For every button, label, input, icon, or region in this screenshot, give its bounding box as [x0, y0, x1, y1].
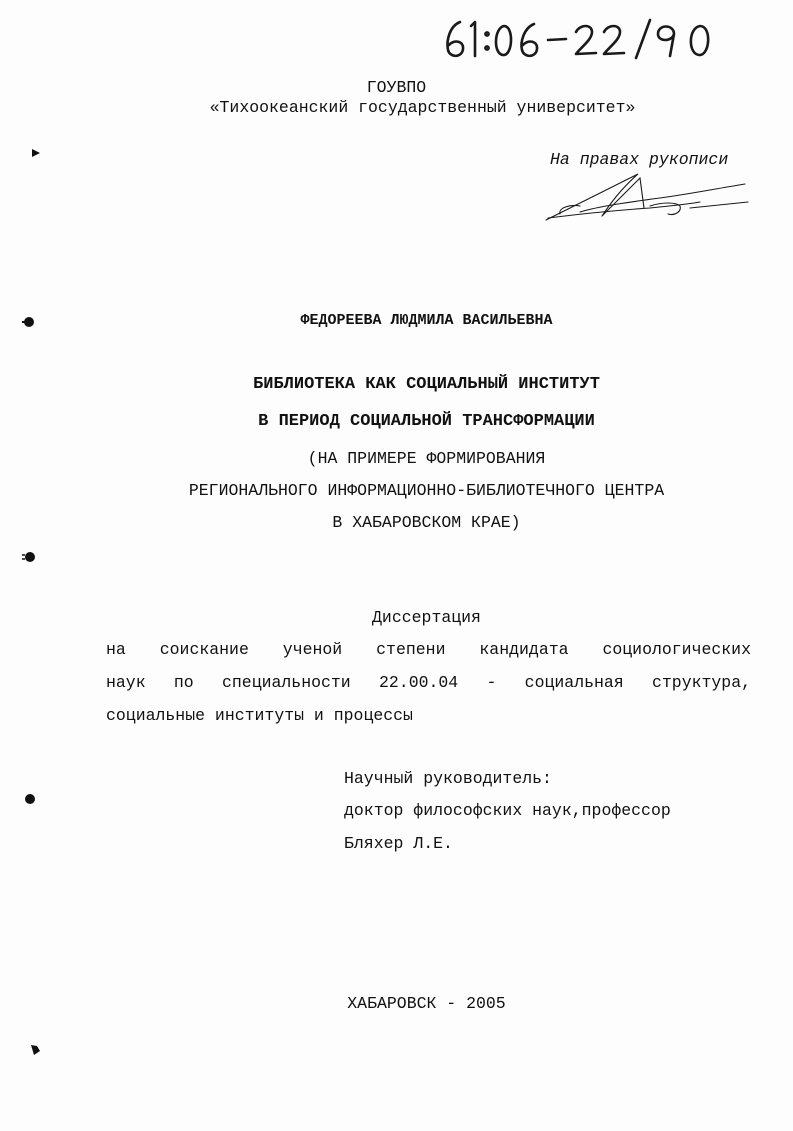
title-subtitle-3: В ХАБАРОВСКОМ КРАЕ)	[332, 513, 521, 532]
supervisor-label: Научный руководитель:	[344, 769, 552, 788]
dissertation-line-2: наук по специальности 22.00.04 - социальная структура,	[106, 673, 751, 692]
archive-number-handwriting	[438, 12, 738, 62]
archive-number	[438, 12, 738, 62]
signature	[540, 168, 755, 228]
binding-hole-mark	[30, 146, 44, 160]
dissertation-label: Диссертация	[372, 608, 481, 627]
title-subtitle-1: (НА ПРИМЕРЕ ФОРМИРОВАНИЯ	[307, 449, 546, 468]
title-subtitle-2: РЕГИОНАЛЬНОГО ИНФОРМАЦИОННО-БИБЛИОТЕЧНОГО ЦЕНТРА	[188, 481, 665, 500]
dissertation-line-3: социальные институты и процессы	[106, 706, 413, 725]
signature-scribble	[540, 168, 755, 228]
supervisor-degree: доктор философских наук,профессор	[344, 801, 671, 820]
binding-hole-mark	[22, 550, 36, 564]
binding-hole-mark	[22, 792, 36, 806]
title-line-2: В ПЕРИОД СОЦИАЛЬНОЙ ТРАНСФОРМАЦИИ	[258, 412, 595, 431]
manuscript-rights: На правах рукописи	[550, 150, 729, 169]
author-name: ФЕДОРЕЕВА ЛЮДМИЛА ВАСИЛЬЕВНА	[300, 312, 553, 329]
title-line-1: БИБЛИОТЕКА КАК СОЦИАЛЬНЫЙ ИНСТИТУТ	[253, 375, 600, 394]
supervisor-name: Бляхер Л.Е.	[344, 834, 453, 853]
place-and-year: ХАБАРОВСК - 2005	[347, 994, 506, 1013]
org-abbreviation: ГОУВПО	[366, 78, 427, 97]
binding-hole-mark	[22, 315, 36, 329]
binding-hole-mark	[28, 1043, 42, 1057]
dissertation-line-1: на соискание ученой степени кандидата социологических	[106, 640, 751, 659]
university-name: «Тихоокеанский государственный университет»	[209, 98, 636, 117]
